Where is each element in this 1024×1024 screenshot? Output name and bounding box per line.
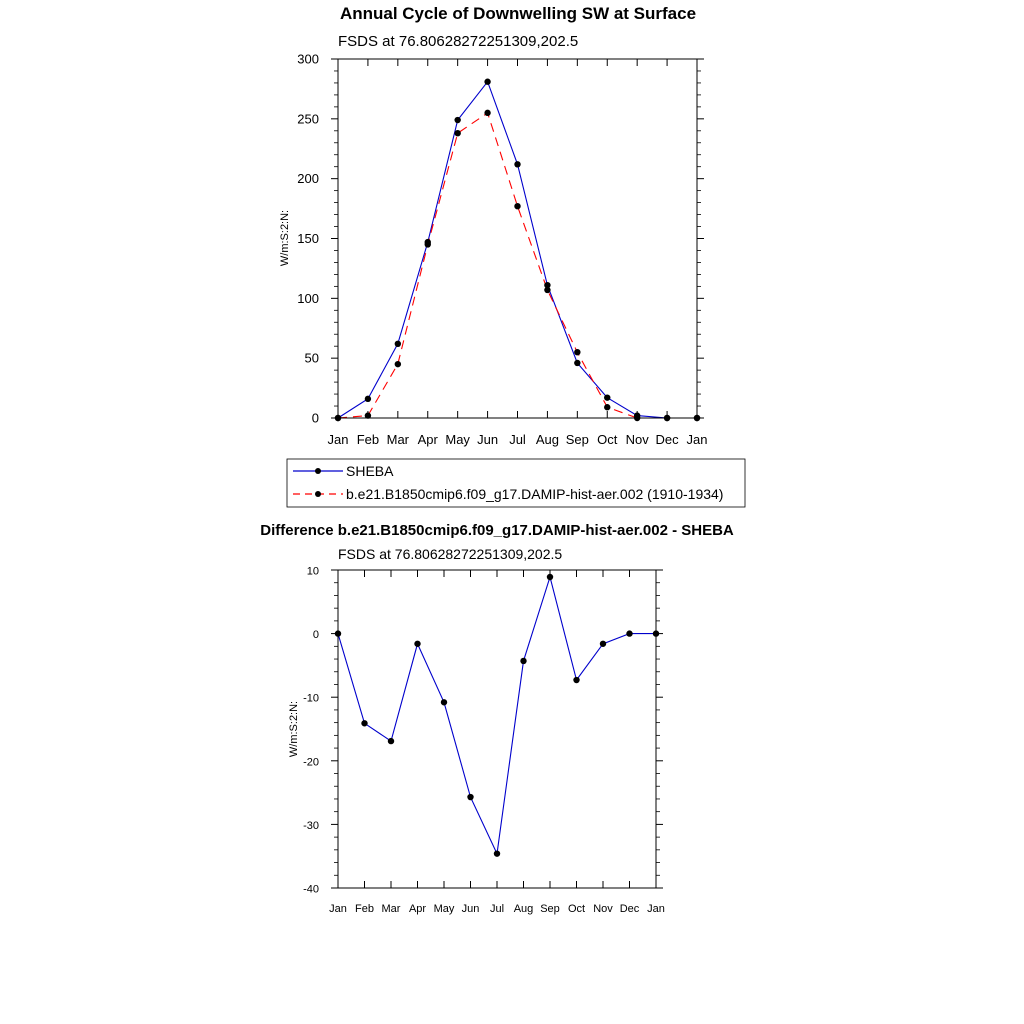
bottom-chart-xtick-label: Sep — [540, 903, 560, 915]
bottom-chart-xtick-label: Dec — [619, 903, 640, 915]
top-chart-series-0-point — [365, 396, 371, 402]
top-chart-subtitle: FSDS at 76.80628272251309,202.5 — [338, 33, 579, 50]
legend-marker-model — [315, 491, 321, 497]
top-chart-series-0-point — [454, 117, 460, 123]
bottom-chart-ytick-label: -10 — [303, 692, 319, 705]
top-chart-xtick-label: Nov — [625, 432, 649, 447]
top-chart-ytick-label: 150 — [297, 231, 319, 246]
top-chart-series-0-point — [484, 79, 490, 85]
top-chart-series-1-point — [514, 203, 520, 209]
top-chart-ytick-label: 100 — [297, 290, 319, 306]
top-chart-series-1-point — [425, 241, 431, 247]
top-chart-xtick-label: Aug — [535, 432, 559, 447]
top-chart-series-1-point — [484, 110, 490, 116]
top-chart-series-1-point — [604, 404, 610, 410]
bottom-chart-series-0-point — [626, 630, 632, 636]
top-chart-xtick-label: Jan — [327, 432, 349, 447]
top-chart-title: Annual Cycle of Downwelling SW at Surface — [339, 4, 697, 23]
top-chart-series-1-point — [574, 349, 580, 355]
bottom-chart-series-0-point — [388, 738, 394, 744]
bottom-chart-xtick-label: Mar — [381, 903, 401, 915]
bottom-chart-series-0-point — [361, 720, 367, 726]
top-chart-axes — [297, 52, 707, 448]
top-chart-series-1-line — [338, 113, 697, 418]
bottom-chart-ylabel: W/m:S:2:N: — [288, 700, 300, 758]
bottom-chart-ytick-label: -30 — [303, 819, 319, 832]
legend — [287, 459, 745, 507]
top-chart-series-0-point — [574, 360, 580, 366]
bottom-chart-ytick-label: 10 — [306, 565, 319, 578]
top-chart-xtick-label: Apr — [417, 432, 438, 447]
top-chart-series-0-line — [338, 82, 697, 418]
top-chart-series-1-point — [395, 361, 401, 367]
top-chart-ytick-label: 0 — [311, 410, 319, 426]
top-chart-xtick-label: Jul — [509, 432, 526, 447]
top-chart-xtick-label: Oct — [597, 432, 618, 447]
bottom-chart-ytick-label: -20 — [303, 756, 319, 769]
bottom-chart-ytick-label: 0 — [312, 629, 319, 642]
bottom-chart-xtick-label: Jul — [489, 903, 505, 915]
bottom-chart-title: Difference b.e21.B1850cmip6.f09_g17.DAMIP-hist-aer.002 - SHEBA — [260, 522, 734, 539]
top-chart-frame — [338, 59, 697, 418]
top-chart-xtick-label: Jan — [686, 432, 708, 447]
bottom-chart-series-0-point — [414, 641, 420, 647]
bottom-chart-xtick-label: Jun — [461, 903, 480, 915]
top-chart-ytick-label: 250 — [297, 111, 319, 127]
top-chart-series-1-point — [544, 287, 550, 293]
bottom-chart-series-0-point — [573, 677, 579, 683]
top-chart-xtick-label: Dec — [655, 432, 679, 447]
top-chart-xtick-label: Feb — [356, 432, 380, 447]
bottom-chart-series-0-point — [520, 658, 526, 664]
top-chart-xtick-label: Mar — [386, 432, 410, 447]
bottom-chart-xtick-label: Jan — [647, 903, 665, 915]
bottom-chart-xtick-label: Aug — [513, 903, 534, 915]
top-chart-series-0-point — [395, 341, 401, 347]
top-chart-series-0-point — [514, 161, 520, 167]
bottom-chart-frame — [338, 570, 656, 888]
bottom-chart-xtick-label: Nov — [593, 903, 613, 915]
bottom-chart-series-0-point — [600, 641, 606, 647]
bottom-chart-series-0-point — [494, 850, 500, 856]
top-chart-series-1-point — [454, 130, 460, 136]
bottom-chart-marks — [335, 574, 659, 857]
bottom-chart-subtitle: FSDS at 76.80628272251309,202.5 — [338, 546, 563, 562]
bottom-chart-series-0-point — [467, 794, 473, 800]
top-chart-ytick-label: 50 — [304, 350, 319, 366]
bottom-chart-xtick-label: Jan — [329, 903, 347, 915]
bottom-chart-xtick-label: Apr — [408, 903, 427, 915]
bottom-chart-series-0-line — [338, 577, 656, 854]
top-chart-ylabel: W/m:S:2:N: — [279, 209, 291, 267]
bottom-chart-series-0-point — [441, 699, 447, 705]
bottom-chart-series-0-point — [547, 574, 553, 580]
bottom-chart — [260, 522, 734, 915]
top-chart — [279, 4, 707, 447]
bottom-chart-xtick-label: Feb — [355, 903, 374, 915]
bottom-chart-xtick-label: May — [433, 903, 455, 915]
top-chart-ytick-label: 200 — [297, 171, 319, 187]
bottom-chart-xtick-label: Oct — [567, 903, 586, 915]
bottom-chart-ytick-label: -40 — [303, 883, 319, 896]
top-chart-ytick-label: 300 — [297, 51, 319, 67]
bottom-chart-axes — [303, 566, 665, 916]
legend-label-sheba: SHEBA — [346, 463, 394, 479]
top-chart-series-0-point — [604, 394, 610, 400]
legend-marker-sheba — [315, 468, 321, 474]
legend-label-model: b.e21.B1850cmip6.f09_g17.DAMIP-hist-aer.002 (1910-1934) — [346, 486, 724, 502]
top-chart-xtick-label: May — [445, 432, 470, 447]
top-chart-marks — [335, 79, 700, 422]
top-chart-xtick-label: Sep — [565, 432, 589, 447]
top-chart-xtick-label: Jun — [477, 432, 499, 447]
